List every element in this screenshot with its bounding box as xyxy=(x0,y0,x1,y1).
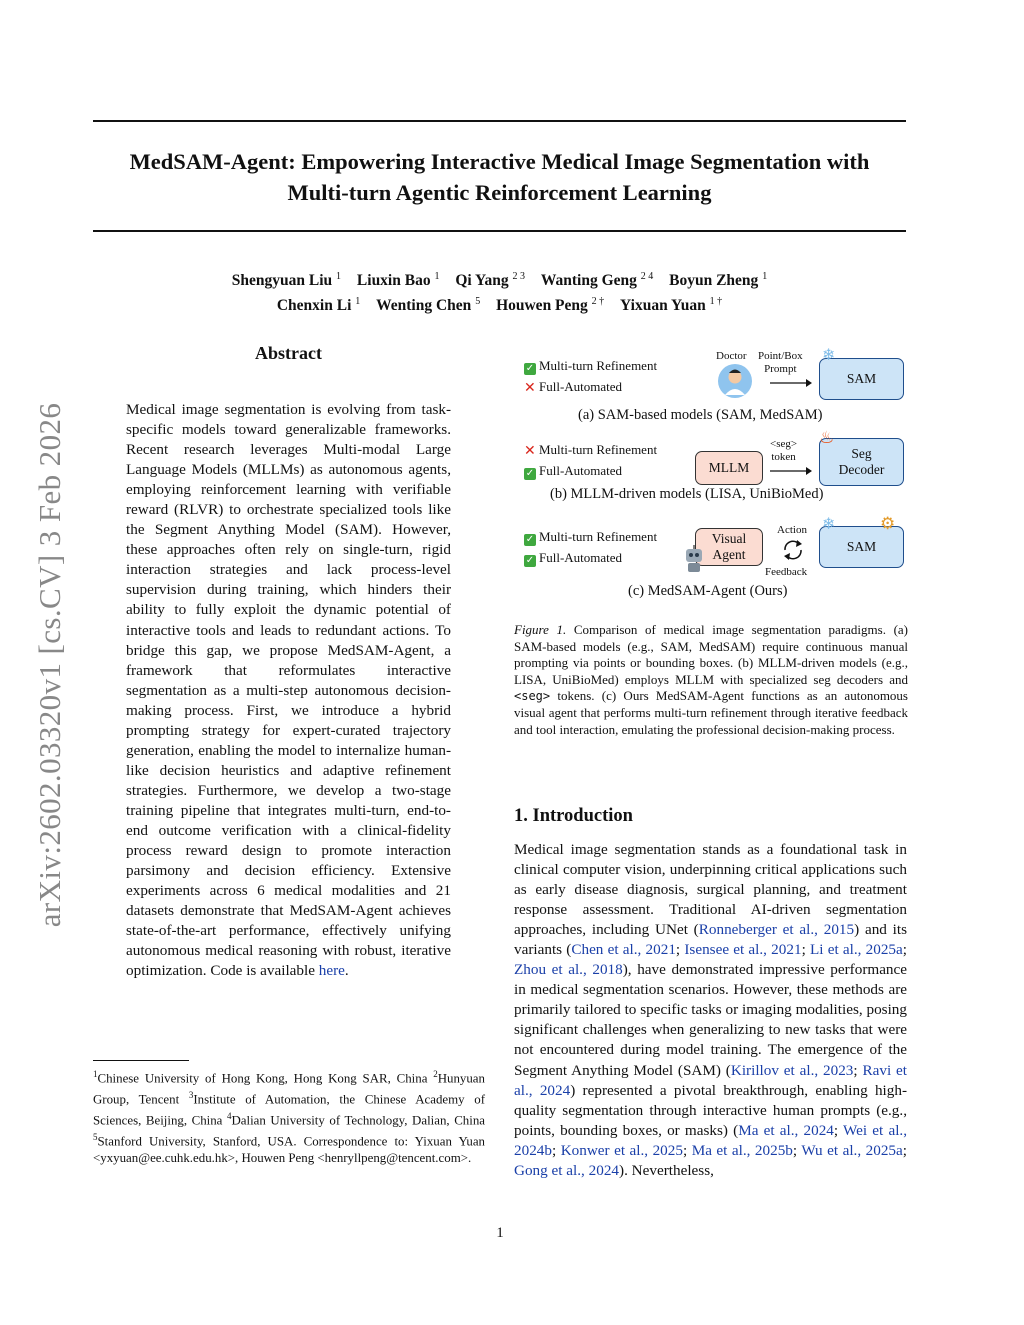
author: Liuxin Bao $^1$ xyxy=(356,271,440,290)
feedback-label: Feedback xyxy=(765,566,808,578)
check-icon: ✓ xyxy=(525,555,535,566)
citation-link[interactable]: Gong et al., 2024 xyxy=(514,1161,620,1179)
fig-b-multiturn: ✕ Multi-turn Refinement xyxy=(524,442,658,459)
sam-box-c: SAM xyxy=(819,526,904,568)
citation-link[interactable]: Wu et al., 2025a xyxy=(801,1141,903,1159)
fig-a-caption: (a) SAM-based models (SAM, MedSAM) xyxy=(578,407,823,423)
introduction-body: Medical image segmentation stands as a foundational task in clinical computer vision, underpinning critical applications such as early disease diagnosis, surgical planning, and treatment response assessment. Traditional AI-driven segmentation approaches, including UNet (Ronneberger et al., 2015) and its variants (Chen et al., 2021; Isensee et al., 2021; Li et al., 2025a; Zhou et al., 2018), have demonstrated impressive performance in medical segmentation scenarios. However, these methods are primarily tailored to specific tasks or imaging modalities, posing significant challenges when generalizing to new tasks that were not encountered during model training. The emergence of the Segment Anything Model (SAM) (Kirillov et al., 2023; Ravi et al., 2024) represented a pivotal breakthrough, enabling high-quality segmentation through interactive human prompts (e.g., points, bounding boxes, or masks) (Ma et al., 2024; Wei et al., 2024b; Konwer et al., 2025; Ma et al., 2025b; Wu et al., 2025a; Gong et al., 2024). Nevertheless, xyxy=(514,841,908,1179)
point-box-prompt-label: Point/Box Prompt xyxy=(758,350,803,375)
citation-link[interactable]: Ma et al., 2025b xyxy=(691,1141,793,1159)
author: Qi Yang $^{2 3}$ xyxy=(455,271,525,290)
author: Chenxin Li $^1$ xyxy=(276,296,361,315)
fire-icon: ♨ xyxy=(819,428,835,448)
fig-a-automated: ✕ Full-Automated xyxy=(524,379,623,396)
author: Boyun Zheng $^1$ xyxy=(669,271,768,290)
abstract-body: Medical image segmentation is evolving from task-specific models toward generalizable frameworks. Recent research leverages Multi-modal Large Language Models (MLLMs) as autonomous agents, employing reinforcement learning with verifiable reward (RLVR) to orchestrate specialized tools like the Segment Anything Model (SAM). However, these approaches often rely on single-turn, rigid interaction strategies and lack process-level supervision during training, which hinders their ability to fully exploit the dynamic potential of interactive tools and leads to redundant actions. To bridge this gap, we propose MedSAM-Agent, a framework that reformulates interactive segmentation as a multi-step autonomous decision-making process. First, we introduce a hybrid prompting strategy for expert-curated trajectory generation, enabling the model to internalize human-like decision heuristics and adaptive refinement strategies. Furthermore, we develop a two-stage training pipeline that integrates multi-turn, end-to-end outcome verification with a clinical-fidelity process reward design to promote interaction parsimony and decision efficiency. Extensive experiments across 6 medical modalities and 21 datasets demonstrate that MedSAM-Agent achieves state-of-the-art performance, effectively unifying autonomous medical reasoning with robust, iterative optimization. Code is available here. xyxy=(126,401,451,980)
citation-link[interactable]: Ma et al., 2024 xyxy=(738,1121,834,1139)
fig-a-multiturn: ✓ Multi-turn Refinement xyxy=(525,358,658,374)
title-line-1: MedSAM-Agent: Empowering Interactive Medical Image Segmentation with xyxy=(129,149,870,174)
author: Yixuan Yuan $^{1 \dagger}$ xyxy=(620,296,723,315)
author-list xyxy=(93,266,906,316)
citation-link[interactable]: Isensee et al., 2021 xyxy=(684,941,802,959)
paper-title xyxy=(93,146,906,208)
visual-agent-box: Visual Agent xyxy=(695,528,763,566)
citation-link[interactable]: Wei et al., 2024b xyxy=(514,1121,908,1159)
author: Shengyuan Liu $^1$ xyxy=(231,271,342,290)
author: Wenting Chen $^5$ xyxy=(376,296,481,315)
fig-c-caption: (c) MedSAM-Agent (Ours) xyxy=(628,583,788,599)
fig-b-caption: (b) MLLM-driven models (LISA, UniBioMed) xyxy=(550,486,824,502)
citation-link[interactable]: Ravi et al., 2024 xyxy=(514,1061,907,1099)
citation-link[interactable]: Zhou et al., 2018 xyxy=(514,961,623,979)
footnote-rule xyxy=(93,1060,189,1061)
affiliations-footnote: $^1$Chinese University of Hong Kong, Hong Kong SAR, China $^2$Hunyuan Group, Tencent $^3$Institute of Automation, the Chinese Academy of Sciences, Beijing, China $^4$Dalian University of Technology, Dalian, China $^5$Stanford University, Stanford, USA. Correspondence to: Yixuan Yuan <yxyuan@ee.cuhk.edu.hk>, Houwen Peng <henryllpeng@tencent.com>. xyxy=(93,1069,485,1165)
doctor-icon xyxy=(717,363,753,399)
citation-link[interactable]: Ronneberger et al., 2015 xyxy=(698,921,855,939)
tools-icon: ⚙ xyxy=(880,514,896,534)
introduction-heading: 1. Introduction xyxy=(514,806,633,826)
snowflake-icon: ❄ xyxy=(822,514,836,533)
check-icon: ✓ xyxy=(525,363,535,374)
fig-c-automated: ✓ Full-Automated xyxy=(525,550,623,566)
doctor-label: Doctor xyxy=(716,350,747,362)
action-label: Action xyxy=(777,524,807,536)
refresh-icon xyxy=(781,538,805,562)
figure-1-caption: Figure 1. Comparison of medical image segmentation paradigms. (a) SAM-based models (e.g., SAM, MedSAM) require continuous manual prompting via points or bounding boxes. (b) MLLM-driven models (e.g., LISA, UniBioMed) employs MLLM with specialized seg decoders and <seg> tokens. (c) Ours MedSAM-Agent functions as an autonomous visual agent that performs multi-turn refinement through iterative feedback and tool interaction, emulating the professional decision-making process. xyxy=(514,622,908,737)
fig-c-multiturn: ✓ Multi-turn Refinement xyxy=(525,529,658,545)
title-line-2: Multi-turn Agentic Reinforcement Learning xyxy=(287,180,712,205)
arxiv-sidebar xyxy=(30,380,70,950)
sam-box-a: SAM xyxy=(819,358,904,400)
top-rule xyxy=(93,120,906,122)
citation-link[interactable]: Kirillov et al., 2023 xyxy=(730,1061,854,1079)
check-icon: ✓ xyxy=(525,534,535,545)
robot-icon xyxy=(682,545,706,573)
author: Houwen Peng $^{2 \dagger}$ xyxy=(496,296,605,315)
cross-icon: ✕ xyxy=(524,443,536,459)
seg-decoder-box: Seg Decoder xyxy=(819,438,904,486)
page-number: 1 xyxy=(496,1225,504,1241)
citation-link[interactable]: Li et al., 2025a xyxy=(810,941,903,959)
arrow-icon xyxy=(770,466,812,476)
citation-link[interactable]: Konwer et al., 2025 xyxy=(560,1141,683,1159)
code-link[interactable]: here xyxy=(318,962,345,980)
cross-icon: ✕ xyxy=(524,380,536,396)
check-icon: ✓ xyxy=(525,468,535,479)
seg-token-label: <seg> token xyxy=(770,438,798,463)
arxiv-identifier: arXiv:2602.03320v1 [cs.CV] 3 Feb 2026 xyxy=(32,402,67,928)
figure-1 xyxy=(514,340,908,608)
fig-b-automated: ✓ Full-Automated xyxy=(525,463,623,479)
snowflake-icon: ❄ xyxy=(822,345,836,364)
abstract-heading: Abstract xyxy=(255,343,322,363)
citation-link[interactable]: Chen et al., 2021 xyxy=(571,941,676,959)
mllm-box: MLLM xyxy=(695,451,763,485)
arrow-icon xyxy=(770,378,812,388)
author: Wanting Geng $^{2 4}$ xyxy=(540,271,654,290)
title-bottom-rule xyxy=(93,230,906,232)
